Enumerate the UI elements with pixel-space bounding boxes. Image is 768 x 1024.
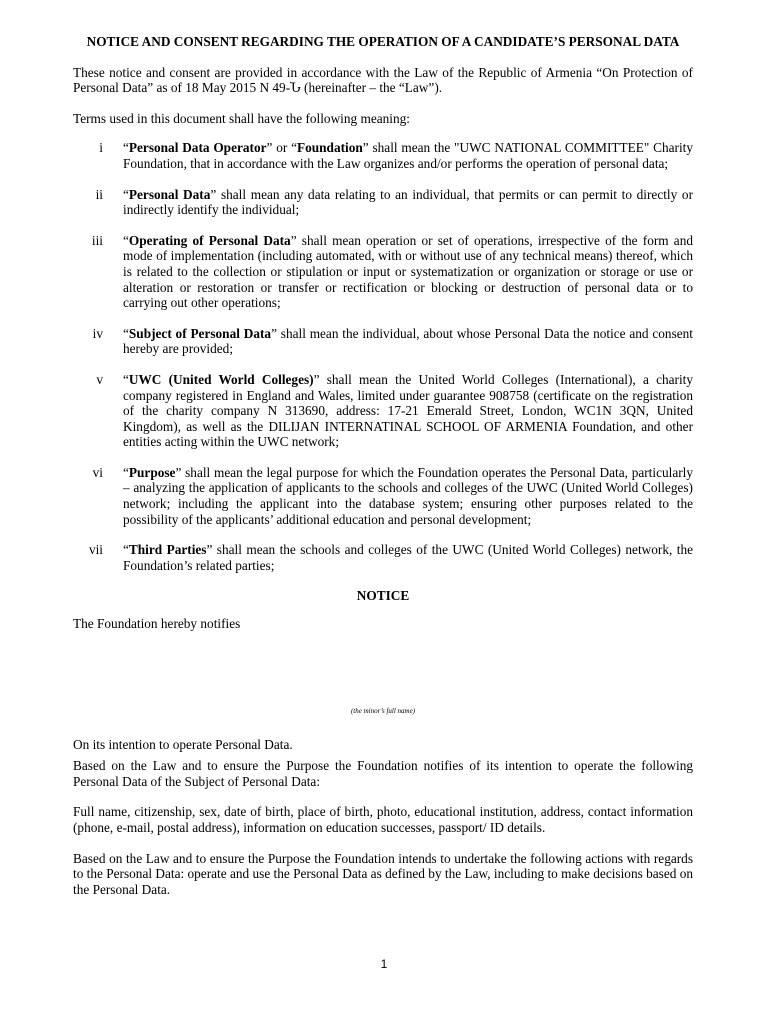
definition-number: vii [88, 542, 103, 558]
basis-paragraph-data: Based on the Law and to ensure the Purpose the Foundation notifies of its intention to operate the following Personal Data of the Subject of Personal Data: [73, 758, 693, 789]
definition-term: Subject of Personal Data [128, 325, 272, 341]
definition-item: ii “Personal Data” shall mean any data relating to an individual, that permits or can permit to directly or indirectly identify the individual; [73, 187, 693, 218]
definition-item: vi “Purpose” shall mean the legal purpose for which the Foundation operates the Personal Data, particularly – analyzing the application of applicants to the schools and colleges of the UWC (United World Colleges) network; including the applicant into the database system; ensuring other purposes related to the possibility of the applicants’ additional education and personal development; [73, 465, 693, 527]
definition-term: Purpose [128, 464, 176, 480]
terms-intro: Terms used in this document shall have the following meaning: [73, 110, 410, 126]
notice-heading: NOTICE [356, 588, 410, 604]
definition-item: i “Personal Data Operator” or “Foundation” shall mean the "UWC NATIONAL COMMITTEE" Charity Foundation, that in accordance with the Law organizes and/or performs the operation of personal data; [73, 140, 693, 171]
definition-term: Personal Data Operator [128, 140, 267, 156]
document-title: NOTICE AND CONSENT REGARDING THE OPERATION OF A CANDIDATE’S PERSONAL DATA [86, 34, 680, 49]
definition-number: v [96, 371, 103, 387]
definition-number: vi [92, 464, 103, 480]
page-number: 1 [380, 957, 388, 971]
definition-term: UWC (United World Colleges) [128, 371, 314, 387]
definitions-list [73, 140, 693, 573]
definition-term: Operating of Personal Data [128, 232, 291, 248]
definition-item: v “UWC (United World Colleges)” shall mean the United World Colleges (International), a charity company registered in England and Wales, limited under guarantee 908758 (certificate on the registration of the charity company N 313690, address: 17-21 Emerald Street, London, WC1N 3QN, United Kingdom), as well as the DILIJAN INTERNATINAL SCHOOL OF ARMENIA Foundation, and other entities acting within the UWC network; [73, 372, 693, 450]
personal-data-list: Full name, citizenship, sex, date of birth, place of birth, photo, educational institution, address, contact information (phone, e-mail, postal address), information on education successes, passport/ ID details. [73, 804, 693, 835]
definition-item: iv “Subject of Personal Data” shall mean the individual, about whose Personal Data the notice and consent hereby are provided; [73, 326, 693, 357]
intro-paragraph: These notice and consent are provided in accordance with the Law of the Republic of Armenia “On Protection of Personal Data” as of 18 May 2015 N 49-Ն (hereinafter – the “Law”). [73, 64, 693, 96]
definition-number: ii [95, 186, 103, 202]
definition-term: Third Parties [128, 542, 207, 558]
operation-intent-paragraph: On its intention to operate Personal Data. [73, 736, 293, 752]
definition-item: vii “Third Parties” shall mean the schools and colleges of the UWC (United World Colleges) network, the Foundation’s related parties; [73, 542, 693, 573]
definition-term: Foundation [297, 140, 363, 156]
document-page [73, 34, 693, 897]
basis-paragraph-actions: Based on the Law and to ensure the Purpose the Foundation intends to undertake the following actions with regards to the Personal Data: operate and use the Personal Data as defined by the Law, including to make decisions based on the Personal Data. [73, 850, 693, 897]
minor-name-blank [73, 632, 693, 707]
definition-number: iii [91, 232, 103, 248]
minor-name-caption: (the minor’s full name) [350, 706, 416, 715]
definition-item: iii “Operating of Personal Data” shall mean operation or set of operations, irrespective of the form and mode of implementation (including automated, with or without use of any technical means) thereof, which is related to the collection or stipulation or input or systematization or organization or storage or use or alteration or restoration or transfer or rectification or blocking or destruction of personal data or to carrying out other operations; [73, 233, 693, 311]
definition-number: iv [92, 325, 103, 341]
definition-term: Personal Data [128, 186, 211, 202]
notifies-paragraph: The Foundation hereby notifies [73, 616, 241, 632]
definition-number: i [99, 140, 103, 156]
